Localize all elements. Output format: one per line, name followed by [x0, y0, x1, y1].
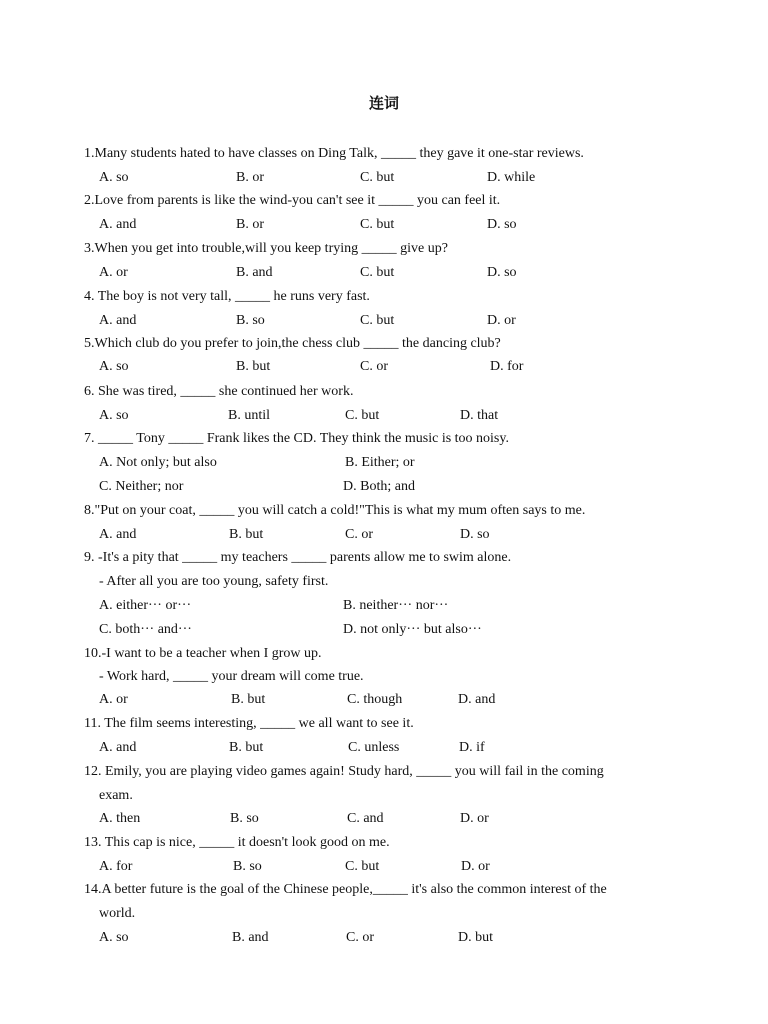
q13-option-c: C. but: [345, 859, 380, 874]
q6-option-d: D. that: [460, 408, 499, 423]
q5-option-a: A. so: [99, 359, 129, 374]
page-title: 连词: [368, 94, 399, 112]
question-9-reply: - After all you are too young, safety first.: [99, 574, 329, 589]
q1-option-a: A. so: [99, 170, 129, 185]
q8-option-c: C. or: [345, 527, 373, 542]
q6-option-a: A. so: [99, 408, 129, 423]
q11-option-c: C. unless: [348, 740, 400, 755]
q12-option-c: C. and: [347, 811, 384, 826]
q7-option-b: B. Either; or: [345, 455, 415, 470]
q5-option-b: B. but: [236, 359, 271, 374]
question-10-reply: - Work hard, _____ your dream will come true.: [99, 669, 364, 684]
q10-option-b: B. but: [231, 692, 266, 707]
q14-option-c: C. or: [346, 930, 374, 945]
question-14-continuation: world.: [99, 906, 136, 921]
question-9-text: 9. -It's a pity that _____ my teachers _____ parents allow me to swim alone.: [84, 550, 512, 565]
question-1-text: 1.Many students hated to have classes on Ding Talk, _____ they gave it one-star reviews.: [84, 146, 584, 161]
q8-option-b: B. but: [229, 527, 264, 542]
q12-option-d: D. or: [460, 811, 489, 826]
question-8-text: 8."Put on your coat, _____ you will catch a cold!"This is what my mum often says to me.: [84, 503, 586, 518]
q14-option-b: B. and: [232, 930, 269, 945]
q8-option-d: D. so: [460, 527, 490, 542]
q13-option-a: A. for: [99, 859, 133, 874]
q14-option-a: A. so: [99, 930, 129, 945]
q1-option-c: C. but: [360, 170, 395, 185]
q9-option-a: A. either··· or···: [99, 598, 192, 613]
q9-option-c: C. both··· and···: [99, 622, 192, 637]
q6-option-c: C. but: [345, 408, 380, 423]
q4-option-b: B. so: [236, 313, 265, 328]
q9-option-b: B. neither··· nor···: [343, 598, 449, 613]
q13-option-b: B. so: [233, 859, 262, 874]
q10-option-c: C. though: [347, 692, 403, 707]
q12-option-a: A. then: [99, 811, 141, 826]
q11-option-b: B. but: [229, 740, 264, 755]
q4-option-a: A. and: [99, 313, 137, 328]
q2-option-a: A. and: [99, 217, 137, 232]
q2-option-b: B. or: [236, 217, 264, 232]
q7-option-d: D. Both; and: [343, 479, 415, 494]
question-11-text: 11. The film seems interesting, _____ we all want to see it.: [84, 716, 414, 731]
question-14-text: 14.A better future is the goal of the Chinese people,_____ it's also the common interest of the: [84, 882, 607, 897]
question-13-text: 13. This cap is nice, _____ it doesn't look good on me.: [84, 835, 390, 850]
question-4-text: 4. The boy is not very tall, _____ he runs very fast.: [84, 289, 370, 304]
q12-option-b: B. so: [230, 811, 259, 826]
q3-option-d: D. so: [487, 265, 517, 280]
q14-option-d: D. but: [458, 930, 493, 945]
question-10-text: 10.-I want to be a teacher when I grow up.: [84, 646, 322, 661]
q7-option-a: A. Not only; but also: [99, 455, 217, 470]
q13-option-d: D. or: [461, 859, 490, 874]
q2-option-d: D. so: [487, 217, 517, 232]
q3-option-a: A. or: [99, 265, 128, 280]
question-12-continuation: exam.: [99, 788, 133, 803]
q3-option-b: B. and: [236, 265, 273, 280]
q5-option-c: C. or: [360, 359, 388, 374]
q10-option-d: D. and: [458, 692, 496, 707]
question-5-text: 5.Which club do you prefer to join,the chess club _____ the dancing club?: [84, 336, 501, 351]
q4-option-d: D. or: [487, 313, 516, 328]
question-7-text: 7. _____ Tony _____ Frank likes the CD. They think the music is too noisy.: [84, 431, 509, 446]
question-6-text: 6. She was tired, _____ she continued her work.: [84, 384, 354, 399]
q10-option-a: A. or: [99, 692, 128, 707]
question-3-text: 3.When you get into trouble,will you keep trying _____ give up?: [84, 241, 448, 256]
q11-option-d: D. if: [459, 740, 485, 755]
q3-option-c: C. but: [360, 265, 395, 280]
q9-option-d: D. not only··· but also···: [343, 622, 482, 637]
q6-option-b: B. until: [228, 408, 271, 423]
q7-option-c: C. Neither; nor: [99, 479, 184, 494]
q4-option-c: C. but: [360, 313, 395, 328]
q5-option-d: D. for: [490, 359, 524, 374]
q11-option-a: A. and: [99, 740, 137, 755]
question-2-text: 2.Love from parents is like the wind-you can't see it _____ you can feel it.: [84, 193, 501, 208]
q1-option-d: D. while: [487, 170, 536, 185]
q2-option-c: C. but: [360, 217, 395, 232]
question-12-text: 12. Emily, you are playing video games again! Study hard, _____ you will fail in the coming: [84, 764, 604, 779]
q1-option-b: B. or: [236, 170, 264, 185]
q8-option-a: A. and: [99, 527, 137, 542]
